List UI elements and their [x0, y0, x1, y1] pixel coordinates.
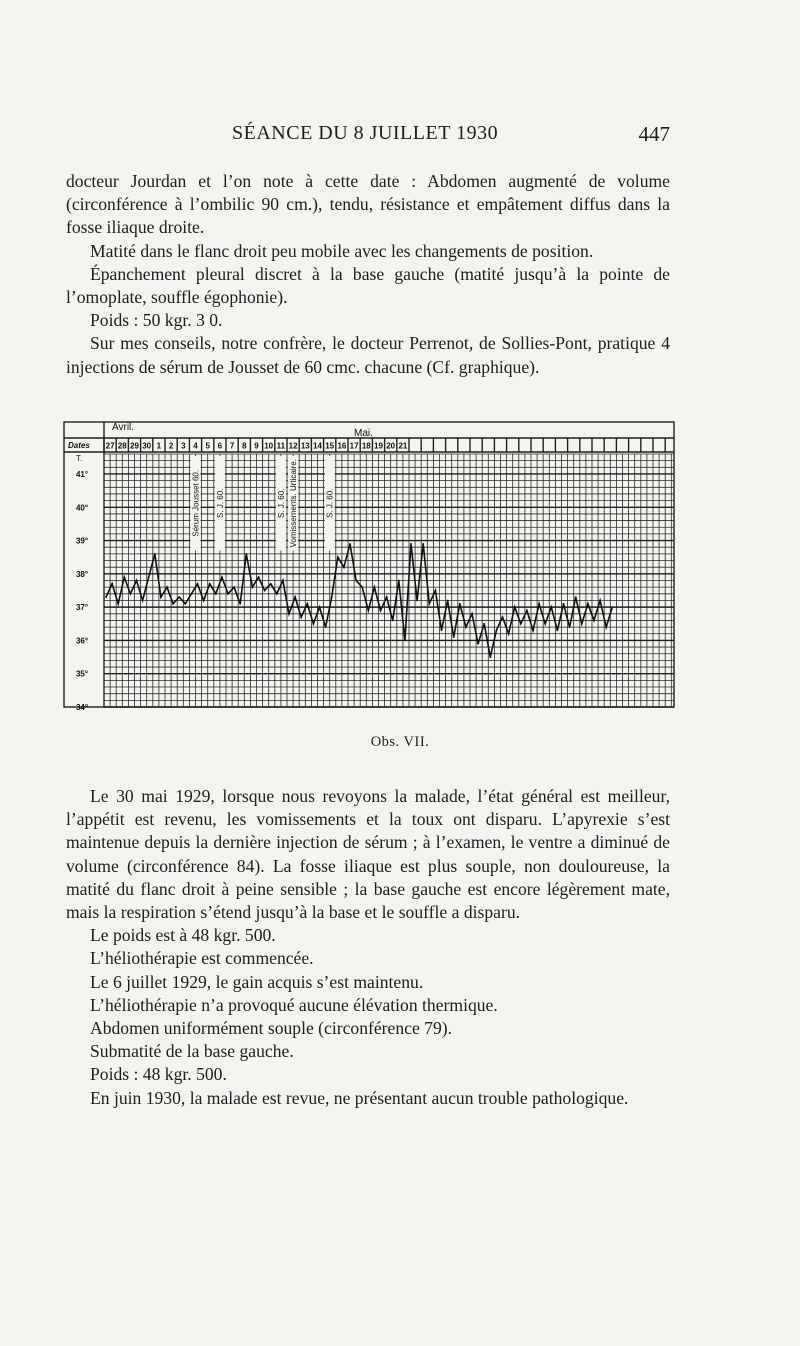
running-title: SÉANCE DU 8 JUILLET 1930 [232, 122, 499, 144]
temperature-point [428, 603, 430, 605]
date-label: 19 [374, 441, 383, 451]
temperature-point [337, 556, 339, 558]
temperature-point [197, 583, 199, 585]
temperature-point [203, 600, 205, 602]
date-label: 16 [337, 441, 347, 451]
temperature-point [160, 596, 162, 598]
temperature-point [404, 640, 406, 642]
figure-caption: Obs. VII. [370, 734, 430, 750]
temperature-point [221, 576, 223, 578]
temperature-point [471, 613, 473, 615]
temperature-point [435, 590, 437, 592]
date-label: 9 [254, 441, 259, 451]
temperature-chart [60, 414, 680, 714]
temperature-point [593, 620, 595, 622]
temperature-point [306, 603, 308, 605]
temperature-point [569, 626, 571, 628]
temperature-point [300, 616, 302, 618]
dates-row-label: Dates [68, 441, 90, 450]
date-label: 8 [242, 441, 247, 451]
temperature-point [209, 583, 211, 585]
temperature-point [349, 543, 351, 545]
temperature-point [117, 603, 119, 605]
y-tick-label: 37° [75, 603, 89, 613]
date-label: 11 [276, 441, 286, 451]
date-label: 3 [181, 441, 186, 451]
temperature-point [191, 593, 193, 595]
temperature-point [508, 633, 510, 635]
temperature-point [130, 593, 132, 595]
date-label: 1 [156, 441, 162, 451]
temperature-point [154, 553, 156, 555]
temperature-point [239, 603, 241, 605]
temperature-point [264, 590, 266, 592]
paragraph: docteur Jourdan et l’on note à cette date : Abdomen augmenté de volume (circonférence à l’ombilic 90 cm.), tendu, résistance et empâtement diffus dans la fosse iliaque droite. [66, 171, 670, 238]
temperature-point [258, 576, 260, 578]
y-tick-label: 40° [75, 503, 89, 513]
temperature-point [343, 566, 345, 568]
date-label: 27 [105, 441, 115, 451]
date-label: 6 [217, 441, 223, 451]
temperature-point [611, 606, 613, 608]
temperature-point [166, 586, 168, 588]
temperature-point [392, 620, 394, 622]
temperature-point [319, 606, 321, 608]
temperature-point [544, 623, 546, 625]
y-tick-label: 38° [75, 569, 89, 579]
page-number: 447 [638, 122, 670, 146]
date-label: 20 [386, 441, 396, 451]
temperature-point [587, 603, 589, 605]
temperature-point [184, 603, 186, 605]
annotation-label: S. J. 60. [215, 488, 225, 518]
temperature-point [136, 580, 138, 582]
temperature-point [386, 596, 388, 598]
paragraph: Sur mes conseils, notre confrère, le docteur Perrenot, de Sollies-Pont, pratique 4 injections de sérum de Jousset de 60 cmc. chacune (Cf. graphique). [66, 333, 670, 377]
paragraph: L’héliothérapie n’a provoqué aucune élévation thermique. [90, 994, 498, 1015]
date-label: 13 [300, 441, 310, 451]
temperature-row-label: T. [76, 454, 83, 463]
date-label: 7 [229, 441, 235, 451]
temperature-point [563, 603, 565, 605]
temperature-point [465, 626, 467, 628]
temperature-point [215, 593, 217, 595]
body-text-top [66, 170, 670, 379]
temperature-point [331, 596, 333, 598]
y-tick-label: 39° [75, 536, 89, 546]
date-label: 18 [361, 441, 371, 451]
y-tick-label: 36° [75, 636, 89, 646]
temperature-point [447, 600, 449, 602]
temperature-point [294, 596, 296, 598]
temperature-point [245, 553, 247, 555]
temperature-point [410, 543, 412, 545]
paragraph: Abdomen uniformément souple (circonférence 79). [90, 1018, 453, 1039]
temperature-point [374, 586, 376, 588]
temperature-point [270, 583, 272, 585]
temperature-point [514, 606, 516, 608]
temperature-point [520, 623, 522, 625]
temperature-point [575, 596, 577, 598]
temperature-point [313, 623, 315, 625]
temperature-point [178, 596, 180, 598]
temperature-point [550, 606, 552, 608]
temperature-point [557, 630, 559, 632]
annotation-label: S. J. 60. [276, 488, 286, 518]
temperature-point [441, 630, 443, 632]
temperature-point [599, 600, 601, 602]
temperature-point [148, 576, 150, 578]
paragraph: Le 30 mai 1929, lorsque nous revoyons la malade, l’état général est meilleur, l’appétit est revenu, les vomissements et la toux ont disparu. L’apyrexie s’est maintenue depuis la dernière injection de sérum ; à l’examen, le ventre a diminué de volume (circonférence 84). La fosse iliaque est plus souple, non douloureuse, la matité du flanc droit à peine sensible ; la base gauche est encore légèrement mate, mais la respiration s’étend jusqu’à la base et le souffle a disparu. [66, 786, 670, 923]
temperature-point [367, 610, 369, 612]
annotation-label: Vomissements. Urticaire. [289, 459, 299, 548]
temperature-point [142, 600, 144, 602]
date-label: 17 [349, 441, 359, 451]
temperature-point [288, 613, 290, 615]
date-label: 21 [398, 441, 408, 451]
paragraph: Le 6 juillet 1929, le gain acquis s’est maintenu. [90, 971, 424, 992]
temperature-point [581, 623, 583, 625]
temperature-point [111, 583, 113, 585]
paragraph: Épanchement pleural discret à la base gauche (matité jusqu’à la pointe de l’omoplate, souffle égophonie). [66, 263, 670, 308]
paragraph: Submatité de la base gauche. [90, 1041, 294, 1062]
paragraph: En juin 1930, la malade est revue, ne présentant aucun trouble pathologique. [90, 1087, 629, 1108]
paragraph: Poids : 50 kgr. 3 0. [90, 310, 223, 331]
temperature-point [422, 543, 424, 545]
temperature-point [398, 580, 400, 582]
date-label: 28 [117, 441, 127, 451]
temperature-point [502, 616, 504, 618]
paragraph: L’héliothérapie est commencée. [90, 948, 314, 969]
month-label-mai: Mai. [354, 428, 373, 439]
temperature-point [361, 586, 363, 588]
temperature-point [380, 610, 382, 612]
temperature-point [355, 580, 357, 582]
temperature-point [325, 626, 327, 628]
date-label: 30 [142, 441, 152, 451]
temperature-point [459, 603, 461, 605]
temperature-point [105, 596, 107, 598]
date-label: 14 [313, 441, 322, 451]
paragraph: Matité dans le flanc droit peu mobile avec les changements de position. [90, 240, 594, 261]
temperature-point [532, 630, 534, 632]
date-label: 12 [288, 441, 298, 451]
temperature-point [252, 586, 254, 588]
temperature-point [453, 636, 455, 638]
temperature-point [276, 593, 278, 595]
date-label: 2 [168, 441, 174, 451]
annotation-label: S. J. 60. [325, 488, 335, 518]
temperature-point [526, 610, 528, 612]
annotation-label: Sérum Jousset 60. [191, 469, 201, 537]
paragraph: Le poids est à 48 kgr. 500. [90, 925, 276, 946]
temperature-point [172, 603, 174, 605]
paragraph: Poids : 48 kgr. 500. [90, 1064, 227, 1085]
temperature-point [416, 600, 418, 602]
temperature-point [538, 603, 540, 605]
temperature-point [477, 643, 479, 645]
temperature-point [123, 576, 125, 578]
temperature-point [227, 593, 229, 595]
page-header [66, 122, 670, 152]
date-label: 29 [130, 441, 139, 451]
temperature-point [483, 623, 485, 625]
temperature-point [233, 586, 235, 588]
temperature-point [605, 626, 607, 628]
y-tick-label: 41° [75, 469, 89, 479]
y-tick-label: 35° [75, 669, 89, 679]
temperature-point [496, 630, 498, 632]
date-label: 4 [193, 441, 198, 451]
temperature-point [282, 580, 284, 582]
date-label: 10 [264, 441, 274, 451]
month-label-avril: Avril. [112, 422, 135, 433]
body-text-bottom [66, 785, 670, 1110]
temperature-chart-svg [60, 414, 680, 714]
y-tick-label: 34° [75, 703, 89, 712]
date-label: 5 [205, 441, 210, 451]
date-label: 15 [325, 441, 335, 451]
temperature-point [489, 656, 491, 658]
